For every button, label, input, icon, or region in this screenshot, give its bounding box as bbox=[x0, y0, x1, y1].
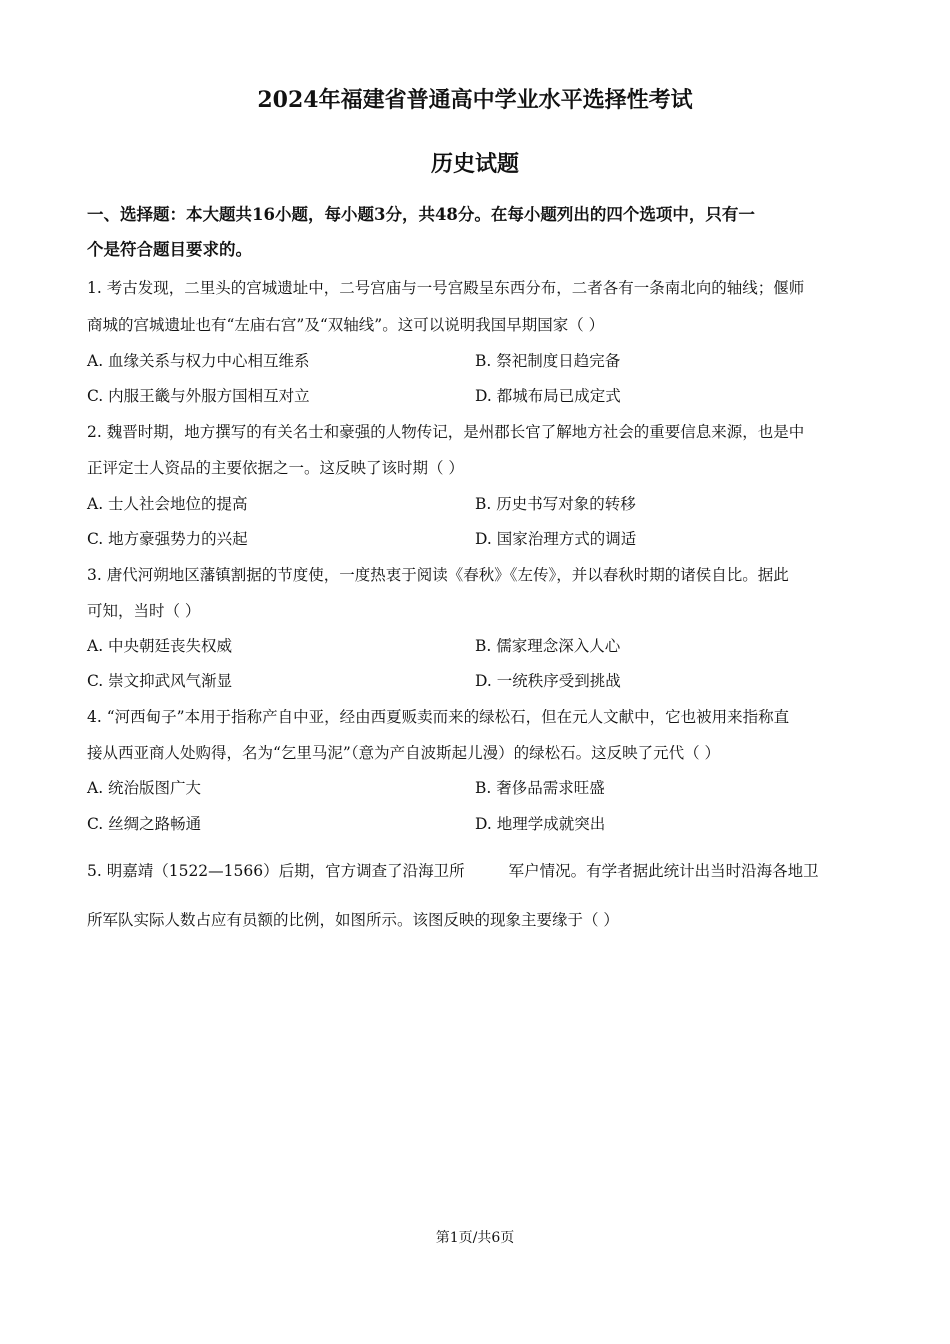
question-3-option-a: A. 中央朝廷丧失权威 bbox=[87, 637, 233, 655]
exam-subtitle: 历史试题 bbox=[430, 151, 519, 177]
question-2-option-c: C. 地方豪强势力的兴起 bbox=[87, 530, 248, 548]
question-3-stem: 可知，当时（ ） bbox=[87, 602, 201, 620]
page-number: 第1页/共6页 bbox=[435, 1230, 515, 1246]
question-4-stem: 接从西亚商人处购得，名为“乞里马泥”（意为产自波斯起儿漫）的绿松石。这反映了元代（ ） bbox=[87, 744, 721, 762]
question-3-stem: 3. 唐代河朔地区藩镇割据的节度使，一度热衷于阅读《春秋》《左传》，并以春秋时期的诸侯自比。据此 bbox=[87, 566, 789, 584]
question-1-option-c: C. 内服王畿与外服方国相互对立 bbox=[87, 387, 310, 405]
question-4-option-d: D. 地理学成就突出 bbox=[475, 815, 606, 833]
question-3-option-b: B. 儒家理念深入人心 bbox=[475, 637, 621, 655]
question-5-stem-part1: 5. 明嘉靖（1522—1566）后期，官方调查了沿海卫所 bbox=[87, 862, 465, 880]
question-2-option-a: A. 士人社会地位的提高 bbox=[87, 495, 248, 513]
question-5-stem: 所军队实际人数占应有员额的比例，如图所示。该图反映的现象主要缘于（ ） bbox=[87, 911, 619, 929]
question-2-stem: 2. 魏晋时期，地方撰写的有关名士和豪强的人物传记，是州郡长官了解地方社会的重要信息来源，也是中 bbox=[87, 423, 805, 441]
question-3-option-c: C. 崇文抑武风气渐显 bbox=[87, 672, 233, 690]
question-1-option-b: B. 祭祀制度日趋完备 bbox=[475, 352, 621, 370]
question-5-stem-part2: 军户情况。有学者据此统计出当时沿海各地卫 bbox=[508, 862, 819, 880]
question-1-option-a: A. 血缘关系与权力中心相互维系 bbox=[87, 352, 310, 370]
question-1-stem: 1. 考古发现，二里头的宫城遗址中，二号宫庙与一号宫殿呈东西分布，二者各有一条南北向的轴线；偃师 bbox=[87, 279, 805, 297]
question-2-option-b: B. 历史书写对象的转移 bbox=[475, 495, 636, 513]
question-3-option-d: D. 一统秩序受到挑战 bbox=[475, 672, 621, 690]
question-2-stem: 正评定士人资品的主要依据之一。这反映了该时期（ ） bbox=[87, 459, 464, 477]
question-4-option-c: C. 丝绸之路畅通 bbox=[87, 815, 202, 833]
question-4-option-b: B. 奢侈品需求旺盛 bbox=[475, 779, 605, 797]
section-heading-line1: 一、选择题：本大题共16小题，每小题3分，共48分。在每小题列出的四个选项中，只有一 bbox=[87, 205, 755, 224]
question-5-stem bbox=[87, 861, 819, 881]
question-4-option-a: A. 统治版图广大 bbox=[87, 779, 202, 797]
question-2-option-d: D. 国家治理方式的调适 bbox=[475, 530, 637, 548]
question-1-stem: 商城的宫城遗址也有“左庙右宫”及“双轴线”。这可以说明我国早期国家（ ） bbox=[87, 316, 605, 334]
exam-title: 2024年福建省普通高中学业水平选择性考试 bbox=[257, 87, 693, 113]
question-4-stem: 4. “河西甸子”本用于指称产自中亚，经由西夏贩卖而来的绿松石，但在元人文献中，它也被用来指称直 bbox=[87, 708, 790, 726]
section-heading-line2: 个是符合题目要求的。 bbox=[87, 240, 252, 259]
question-1-option-d: D. 都城布局已成定式 bbox=[475, 387, 621, 405]
